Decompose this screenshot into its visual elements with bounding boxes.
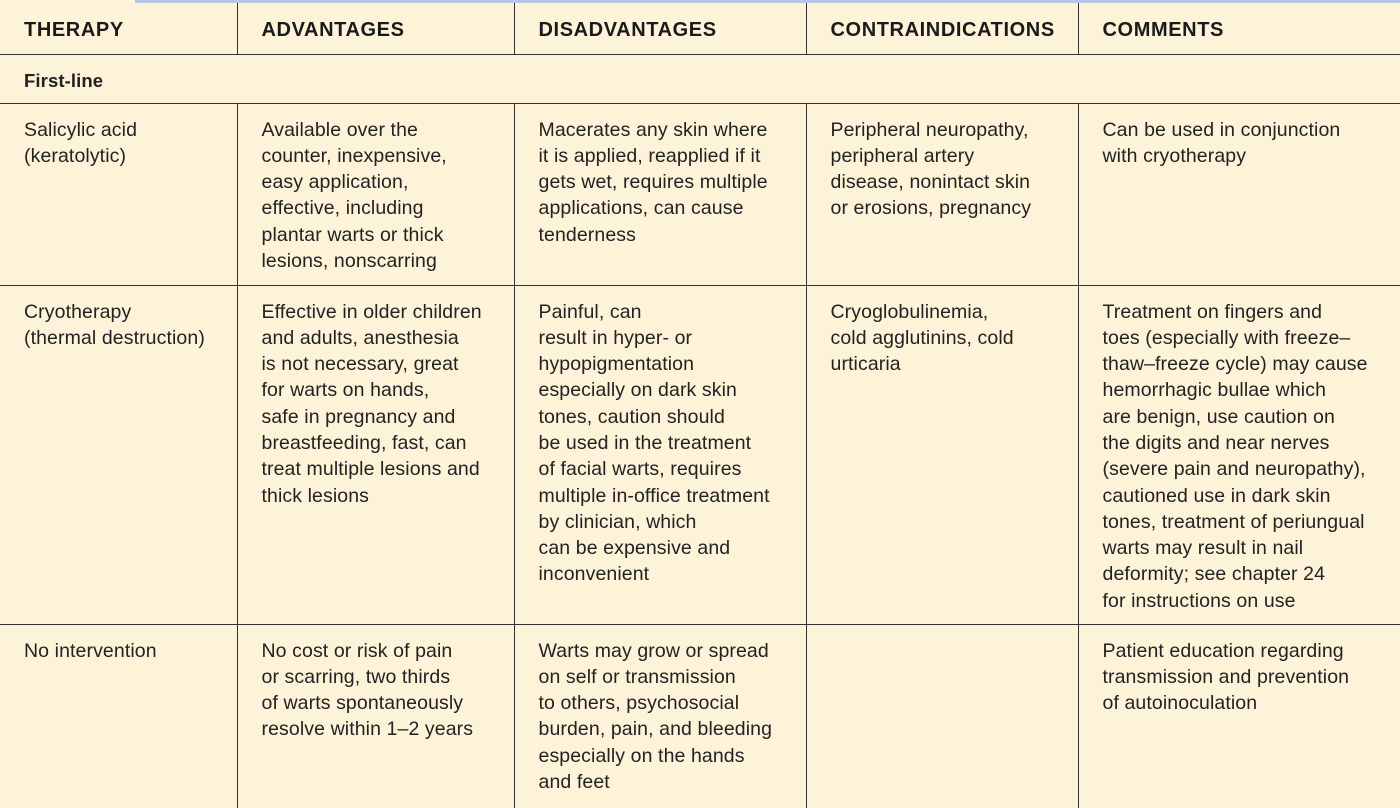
disadvantages-cell xyxy=(514,624,806,808)
disadvantages-cell xyxy=(514,103,806,285)
comments-cell xyxy=(1078,624,1400,808)
contraindications-cell xyxy=(806,285,1078,624)
therapy-text: Cryotherapy (thermal destruction) xyxy=(24,300,205,349)
comments-text: Can be used in conjunction with cryotherapy xyxy=(1102,118,1341,167)
contraindications-text: Peripheral neuropathy, peripheral artery disease, nonintact skin or erosions, pregnancy xyxy=(830,118,1032,220)
therapy-text: No intervention xyxy=(24,639,157,662)
contraindications-text: Cryoglobulinemia, cold agglutinins, cold urticaria xyxy=(830,300,1014,376)
therapy-comparison-table xyxy=(0,3,1400,808)
advantages-cell xyxy=(237,103,514,285)
table-header-row xyxy=(0,3,1400,54)
comments-cell xyxy=(1078,285,1400,624)
comments-text: Treatment on fingers and toes (especially with freeze– thaw–freeze cycle) may cause hemorrhagic bullae which are benign, use caution on the digits and near nerves (severe pain and neuropathy), cautioned use in dark skin tones, treatment of periungual warts may result in nail deformity; see chapter 24 for instructions on use xyxy=(1102,300,1368,612)
disadvantages-text: Painful, can result in hyper- or hypopigmentation especially on dark skin tones, caution should be used in the treatment of facial warts, requires multiple in-office treatment by clinician, which can be expensive and inconvenient xyxy=(538,300,770,586)
table-row xyxy=(0,103,1400,285)
disadvantages-text: Warts may grow or spread on self or transmission to others, psychosocial burden, pain, and bleeding especially on the hands and feet xyxy=(538,639,773,793)
comments-cell xyxy=(1078,103,1400,285)
advantages-text: Available over the counter, inexpensive, easy application, effective, including plantar warts or thick lesions, nonscarring xyxy=(261,118,447,272)
contraindications-cell xyxy=(806,624,1078,808)
advantages-cell xyxy=(237,285,514,624)
advantages-text: No cost or risk of pain or scarring, two thirds of warts spontaneously resolve within 1–2 years xyxy=(261,639,474,741)
therapy-cell xyxy=(0,285,237,624)
therapy-text: Salicylic acid (keratolytic) xyxy=(24,118,138,167)
section-row-first-line xyxy=(0,54,1400,103)
header-therapy: THERAPY xyxy=(0,3,237,54)
table-row xyxy=(0,285,1400,624)
therapy-cell xyxy=(0,103,237,285)
contraindications-cell xyxy=(806,103,1078,285)
header-contraindications: CONTRAINDICATIONS xyxy=(806,3,1078,54)
header-advantages: ADVANTAGES xyxy=(237,3,514,54)
advantages-cell xyxy=(237,624,514,808)
header-disadvantages: DISADVANTAGES xyxy=(514,3,806,54)
header-comments: COMMENTS xyxy=(1078,3,1400,54)
comments-text: Patient education regarding transmission and prevention of autoinoculation xyxy=(1102,639,1350,715)
table-row xyxy=(0,624,1400,808)
disadvantages-text: Macerates any skin where it is applied, reapplied if it gets wet, requires multiple applications, can cause tenderness xyxy=(538,118,768,246)
therapy-cell xyxy=(0,624,237,808)
section-label: First-line xyxy=(0,54,1400,103)
disadvantages-cell xyxy=(514,285,806,624)
advantages-text: Effective in older children and adults, anesthesia is not necessary, great for warts on hands, safe in pregnancy and breastfeeding, fast, can treat multiple lesions and thick lesions xyxy=(261,300,482,507)
